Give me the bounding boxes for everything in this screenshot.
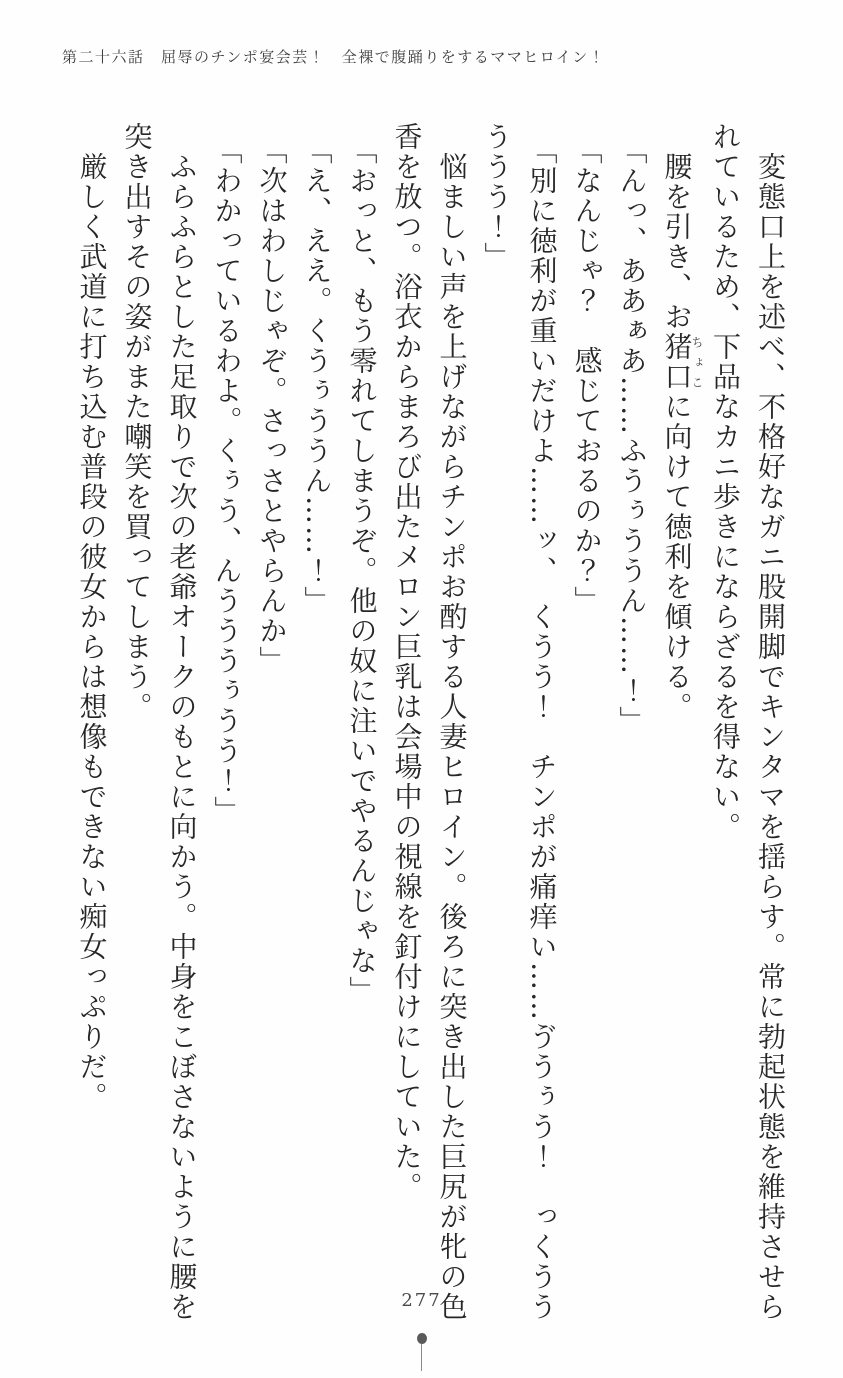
novel-text-body — [53, 122, 793, 1327]
paragraph: 厳しく武道に打ち込む普段の彼女からは想像もできない痴女っぷりだ。 — [75, 152, 109, 1112]
paragraph: 「わかっているわよ。くぅう、んうううぅうう！」 — [210, 136, 244, 826]
paragraph: 「え、ええ。くうぅううん……！」 — [300, 136, 334, 616]
paragraph: 変態口上を述べ、不格好なガニ股開脚でキンタマを揺らす。常に勃起状態を維持させられているため、下品なカニ歩きにならざるを得ない。 — [709, 122, 787, 1322]
paragraph: ふらふらとした足取りで次の老爺オークのもとに向かう。中身をこぼさないように腰を突き出すその姿がまた嘲笑を買ってしまう。 — [120, 122, 199, 1322]
paragraph: 「次はわしじゃぞ。さっさとやらんか」 — [255, 136, 289, 676]
page-ornament — [417, 1333, 427, 1371]
paragraph: 「おっと、もう零れてしまうぞ。他の奴に注いでやるんじゃな」 — [345, 136, 379, 1006]
ruby-text: 猪口ちょこ — [660, 332, 704, 392]
paragraph: 「別に徳利が重いだけよ……ッ、 くうう！ チンポが痛痒い……ゔうぅう！ っくううううう！」 — [480, 122, 559, 1322]
paragraph: 腰を引き、お猪口ちょこに向けて徳利を傾ける。 — [660, 152, 704, 722]
chapter-header: 第二十六話 屈辱のチンポ宴会芸！ 全裸で腹踊りをするママヒロイン！ — [62, 48, 606, 66]
ornament-stem — [421, 1344, 423, 1371]
ornament-dot-icon — [417, 1333, 427, 1344]
paragraph: 悩ましい声を上げながらチンポお酌する人妻ヒロイン。後ろに突き出した巨尻が牝の色香を放つ。浴衣からまろび出たメロン巨乳は会場中の視線を釘付けにしていた。 — [390, 122, 469, 1322]
page-footer — [0, 1290, 843, 1311]
page-number: 277 — [401, 1290, 442, 1311]
paragraph: 「なんじゃ？ 感じておるのか？」 — [570, 136, 604, 616]
paragraph: 「んっ、ああぁあ……ふうぅううん……！」 — [615, 136, 649, 736]
